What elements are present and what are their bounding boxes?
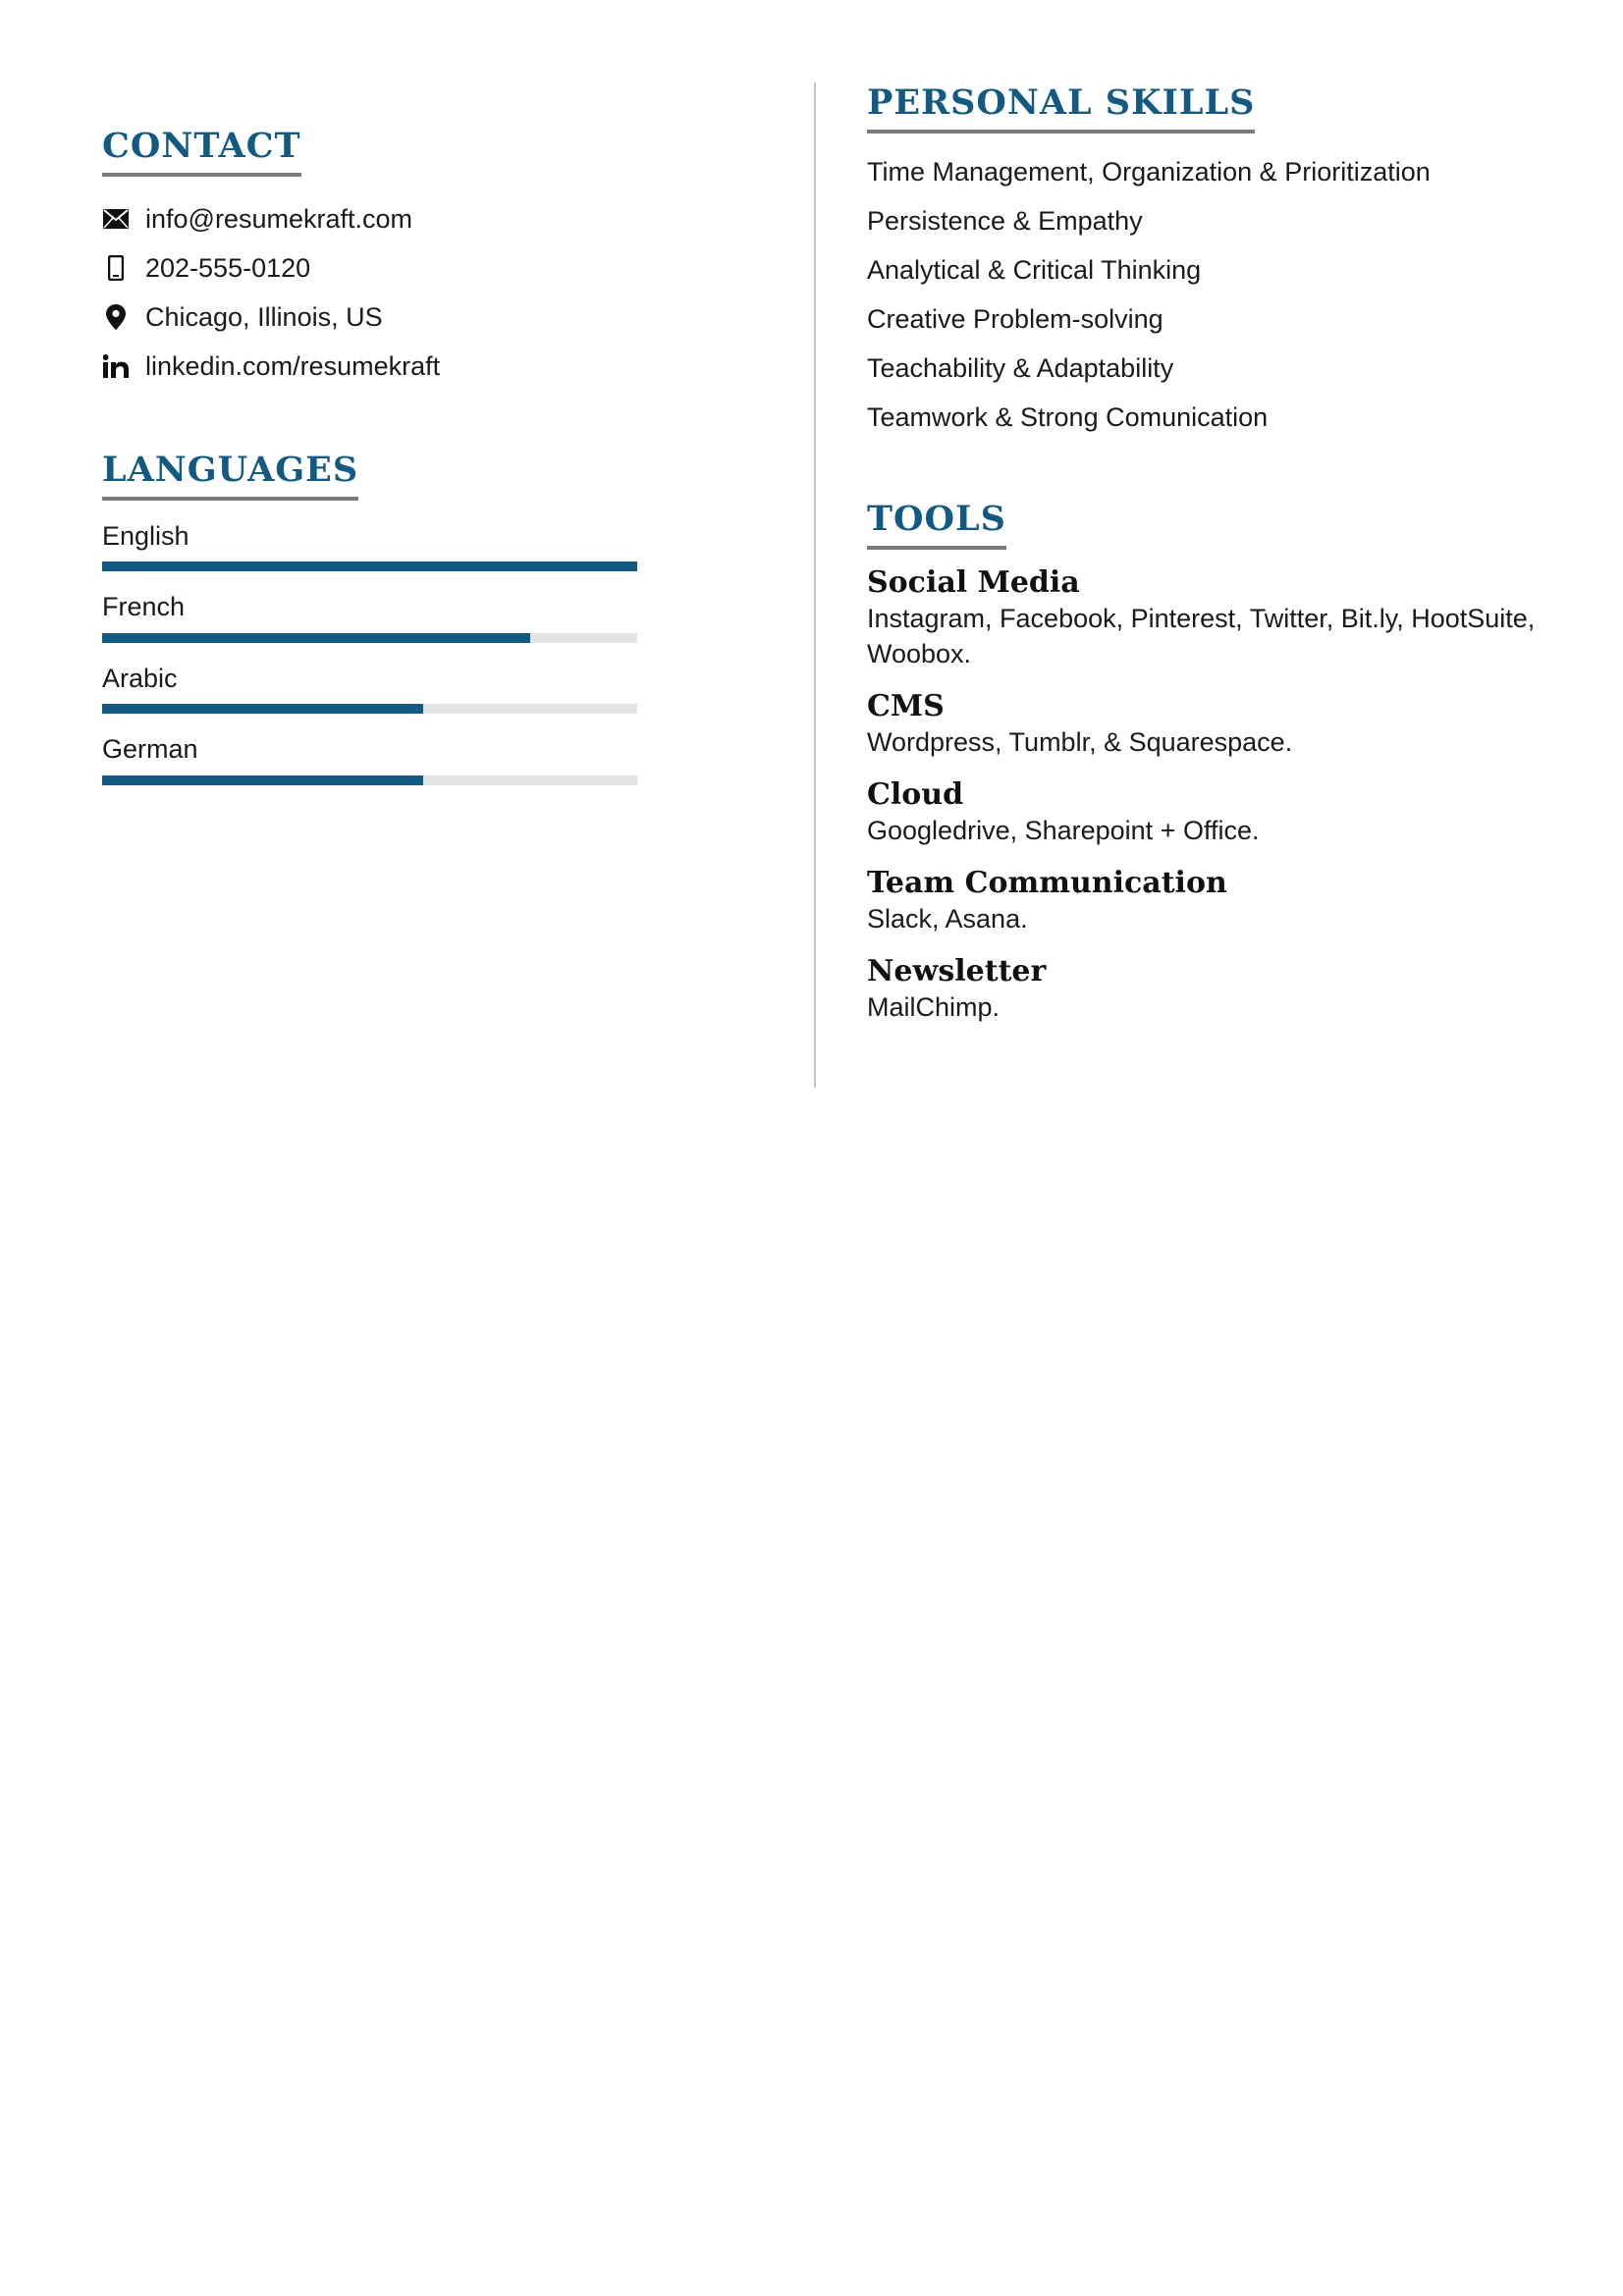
location-pin-icon: [102, 303, 130, 331]
tool-group: [867, 689, 1554, 760]
tool-group-desc: Googledrive, Sharepoint + Office.: [867, 816, 1260, 845]
tool-group-title: Social Media: [867, 565, 1080, 600]
contact-location: [102, 293, 637, 342]
language-level-bar: [102, 633, 637, 643]
contact-email: [102, 194, 637, 243]
language-level-fill: [102, 775, 423, 785]
language-name: French: [102, 592, 186, 622]
skill-item: Analytical & Critical Thinking: [867, 255, 1202, 285]
skill-item: Time Management, Organization & Prioritization: [867, 157, 1431, 187]
languages-list: [102, 520, 637, 785]
languages-heading: LANGUAGES: [102, 450, 358, 501]
contact-section: [102, 126, 637, 391]
contact-location-text: Chicago, Illinois, US: [145, 301, 383, 332]
tool-group-desc: MailChimp.: [867, 992, 1001, 1022]
tool-group-title: Cloud: [867, 777, 964, 812]
language-level-fill: [102, 633, 530, 643]
right-column: [867, 82, 1554, 1025]
language-item: [102, 733, 637, 784]
skill-item: Teamwork & Strong Comunication: [867, 402, 1269, 432]
skill-item: Persistence & Empathy: [867, 206, 1143, 236]
tool-group-title: CMS: [867, 689, 945, 723]
language-item: [102, 663, 637, 714]
tool-group: [867, 954, 1554, 1025]
phone-icon: [102, 254, 130, 282]
envelope-icon: [102, 205, 130, 233]
language-level-bar: [102, 775, 637, 785]
language-level-fill: [102, 561, 637, 571]
skill-item: Teachability & Adaptability: [867, 353, 1174, 383]
contact-email-text[interactable]: info@resumekraft.com: [145, 203, 412, 234]
contact-linkedin: [102, 342, 637, 391]
language-level-bar: [102, 561, 637, 571]
language-level-fill: [102, 704, 423, 714]
tools-heading: TOOLS: [867, 499, 1006, 550]
language-item: [102, 591, 637, 642]
contact-phone-text: 202-555-0120: [145, 252, 311, 283]
contact-list: [102, 194, 637, 391]
tool-group: [867, 777, 1554, 848]
contact-heading: CONTACT: [102, 126, 301, 177]
language-name: English: [102, 521, 189, 551]
linkedin-icon: [102, 352, 130, 380]
tool-group-desc: Wordpress, Tumblr, & Squarespace.: [867, 727, 1293, 757]
language-item: [102, 520, 637, 571]
left-column: [102, 126, 637, 805]
column-divider: [814, 82, 816, 1088]
personal-skills-heading: PERSONAL SKILLS: [867, 82, 1255, 133]
tool-group: [867, 866, 1554, 936]
tools-list: [867, 565, 1554, 1025]
language-name: German: [102, 734, 198, 765]
tool-group-title: Team Communication: [867, 866, 1227, 900]
personal-skills-section: [867, 82, 1554, 442]
skills-list: [867, 147, 1554, 442]
language-level-bar: [102, 704, 637, 714]
skill-item: Creative Problem-solving: [867, 304, 1163, 334]
tool-group: [867, 565, 1554, 671]
language-name: Arabic: [102, 663, 178, 693]
tool-group-title: Newsletter: [867, 954, 1047, 988]
tools-section: [867, 499, 1554, 1025]
tool-group-desc: Instagram, Facebook, Pinterest, Twitter, Bit.ly, HootSuite, Woobox.: [867, 604, 1536, 668]
languages-section: [102, 450, 637, 785]
contact-phone: [102, 243, 637, 293]
contact-linkedin-text[interactable]: linkedin.com/resumekraft: [145, 350, 441, 381]
tool-group-desc: Slack, Asana.: [867, 904, 1028, 934]
